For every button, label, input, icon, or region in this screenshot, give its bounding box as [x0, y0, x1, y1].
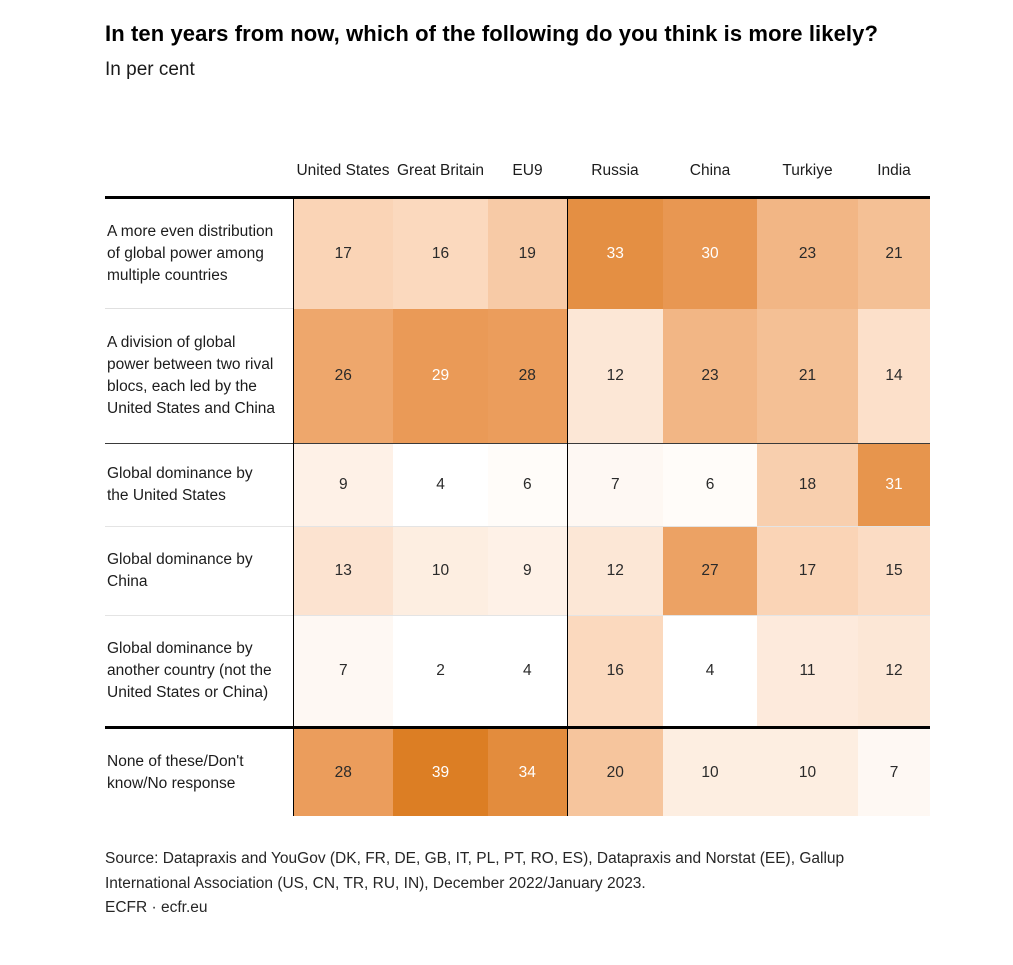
column-header-great-britain: Great Britain	[396, 162, 484, 180]
heatmap-cell: 16	[567, 616, 663, 728]
heatmap-cell: 17	[293, 198, 393, 309]
row-label: Global dominance by China	[105, 527, 293, 616]
row-label: None of these/Don't know/No response	[105, 728, 293, 816]
heatmap-cell: 23	[663, 309, 757, 444]
heatmap-body	[105, 198, 930, 816]
heatmap-cell: 7	[567, 444, 663, 527]
page-title: In ten years from now, which of the following do you think is more likely?	[105, 21, 878, 46]
heatmap-cell: 18	[757, 444, 858, 527]
heatmap-cell: 27	[663, 527, 757, 616]
heatmap-cell: 7	[858, 728, 930, 816]
heatmap-cell: 4	[663, 616, 757, 728]
heatmap-cell: 16	[393, 198, 488, 309]
heatmap-cell: 6	[488, 444, 567, 527]
column-header-china: China	[689, 162, 731, 180]
heatmap-cell: 17	[757, 527, 858, 616]
heatmap-cell: 15	[858, 527, 930, 616]
heatmap-cell: 29	[393, 309, 488, 444]
page-subtitle: In per cent	[105, 58, 195, 80]
heatmap-cell: 12	[567, 309, 663, 444]
header-row	[105, 131, 930, 198]
heatmap-cell: 9	[488, 527, 567, 616]
heatmap-cell: 39	[393, 728, 488, 816]
heatmap-cell: 11	[757, 616, 858, 728]
heatmap-cell: 31	[858, 444, 930, 527]
heatmap-cell: 13	[293, 527, 393, 616]
corner-cell	[105, 131, 293, 198]
heatmap-cell: 21	[757, 309, 858, 444]
source-block	[105, 847, 900, 921]
table-row	[105, 527, 930, 616]
row-label: A division of global power between two rival blocs, each led by the United States and China	[105, 309, 293, 444]
column-header-india: India	[877, 162, 911, 180]
column-header-russia: Russia	[591, 162, 639, 180]
row-label: Global dominance by another country (not the United States or China)	[105, 616, 293, 728]
heatmap-cell: 33	[567, 198, 663, 309]
heatmap-cell: 20	[567, 728, 663, 816]
heatmap-cell: 9	[293, 444, 393, 527]
heatmap-cell: 4	[393, 444, 488, 527]
heatmap-cell: 12	[567, 527, 663, 616]
heatmap-cell: 2	[393, 616, 488, 728]
heatmap-cell: 30	[663, 198, 757, 309]
table-row	[105, 616, 930, 728]
table-row	[105, 728, 930, 816]
heatmap-cell: 28	[293, 728, 393, 816]
heatmap-cell: 19	[488, 198, 567, 309]
ecfr-credit: ECFR · ecfr.eu	[105, 899, 208, 917]
heatmap-cell: 10	[663, 728, 757, 816]
heatmap-cell: 6	[663, 444, 757, 527]
column-header-eu9: EU9	[512, 162, 543, 180]
source-text: Source: Datapraxis and YouGov (DK, FR, DE, GB, IT, PL, PT, RO, ES), Datapraxis and Norstat (EE), Gallup International Association (US, CN, TR, RU, IN), December 2022/January 2023.	[105, 849, 845, 892]
heatmap-cell: 10	[757, 728, 858, 816]
heatmap-cell: 34	[488, 728, 567, 816]
row-label: A more even distribution of global power among multiple countries	[105, 198, 293, 309]
heatmap-cell: 12	[858, 616, 930, 728]
column-header-united-states: United States	[296, 162, 390, 180]
heatmap-cell: 21	[858, 198, 930, 309]
row-label: Global dominance by the United States	[105, 444, 293, 527]
heatmap-cell: 28	[488, 309, 567, 444]
column-header-turkiye: Turkiye	[782, 162, 833, 180]
heatmap-cell: 26	[293, 309, 393, 444]
heatmap-cell: 4	[488, 616, 567, 728]
heatmap-cell: 7	[293, 616, 393, 728]
table-row	[105, 198, 930, 309]
table-row	[105, 444, 930, 527]
table-row	[105, 309, 930, 444]
heatmap-cell: 23	[757, 198, 858, 309]
heatmap-cell: 10	[393, 527, 488, 616]
heatmap-cell: 14	[858, 309, 930, 444]
heatmap-table	[105, 131, 930, 816]
